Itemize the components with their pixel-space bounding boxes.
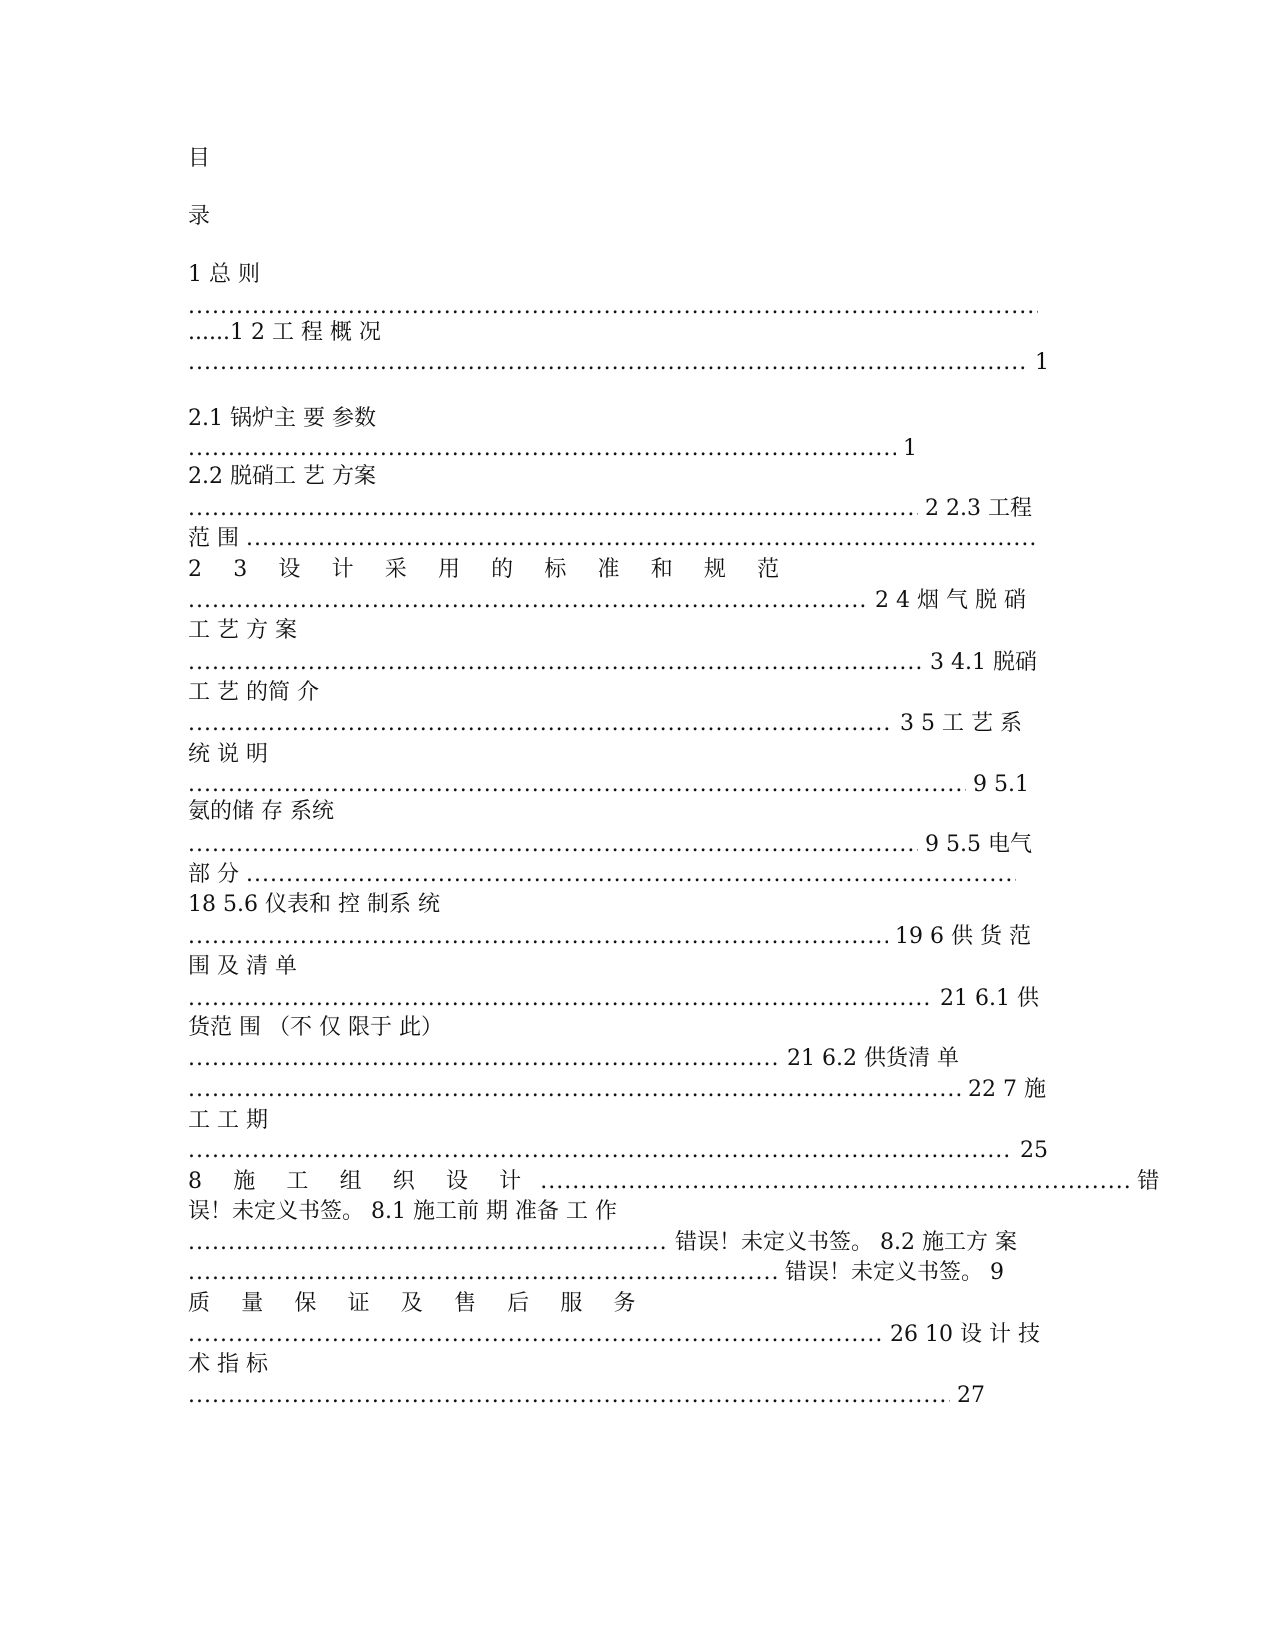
toc-entry-text: 2.1 锅炉主 要 参数 (188, 406, 376, 431)
toc-leader-line (188, 348, 1049, 378)
toc-leader-line (188, 770, 1029, 800)
toc-entry-text: 1 总 则 (188, 262, 260, 287)
toc-entry-text: 工 工 期 (188, 1108, 268, 1133)
toc-page-number: 21 6.2 供货清 单 (787, 1046, 959, 1071)
toc-entry-text: 围 及 清 单 (188, 954, 297, 979)
toc-leader-line (188, 1320, 1040, 1350)
toc-entry-text: 8 施 工 组 织 设 计 ..... 错 (188, 1167, 1159, 1197)
toc-page-number: 2 2.3 工程 (925, 496, 1032, 521)
toc-entry-text: 18 5.6 仪表和 控 制系 统 (188, 892, 440, 917)
toc-heading-char-2: 录 (188, 204, 211, 229)
toc-page-number: 9 5.1 (973, 772, 1029, 797)
toc-leader-line (188, 1136, 1048, 1166)
toc-leader-line (188, 709, 1022, 739)
toc-leader-line (188, 1381, 985, 1411)
toc-entry-text: 质 量 保 证 及 售 后 服 务 (188, 1291, 648, 1316)
toc-entry-text: 工 艺 的简 介 (188, 680, 319, 705)
toc-heading-char-1: 目 (188, 146, 211, 171)
toc-page-number: 1 (1035, 350, 1049, 375)
toc-leader-line (188, 648, 1037, 678)
toc-entry-text: 2.2 脱硝工 艺 方案 (188, 464, 376, 489)
toc-page-number: 3 4.1 脱硝 (930, 650, 1037, 675)
toc-page-number: 3 5 工 艺 系 (900, 711, 1022, 736)
toc-page-number: 21 6.1 供 (940, 986, 1039, 1011)
toc-leader-line (188, 1044, 959, 1074)
toc-entry-text: 氨的储 存 系统 (188, 799, 334, 824)
toc-leader-line (188, 984, 1039, 1014)
toc-page-number: 9 5.5 电气 (925, 832, 1032, 857)
toc-page-number: 22 7 施 (968, 1077, 1046, 1102)
toc-entry-text: 误！未定义书签。 8.1 施工前 期 准备 工 作 (188, 1199, 617, 1224)
toc-page-number: 26 10 设 计 技 (890, 1322, 1040, 1347)
toc-entry-text: 统 说 明 (188, 742, 268, 767)
toc-leader-line: ..... 错误！未定义书签。 9 (188, 1258, 1004, 1288)
toc-entry-text: 工 艺 方 案 (188, 618, 297, 643)
toc-entry-text: 范 围 ..... (188, 524, 1036, 554)
toc-page-number: 19 6 供 货 范 (895, 924, 1031, 949)
toc-page-number: 25 (1020, 1138, 1048, 1163)
toc-leader-line (188, 494, 1032, 524)
toc-leader-line (188, 586, 1026, 616)
toc-page-number: 27 (957, 1383, 985, 1408)
toc-entry-text: ......1 2 工 程 概 况 (188, 320, 381, 345)
toc-leader-line (188, 434, 917, 464)
toc-leader-line (188, 922, 1031, 952)
toc-leader-line: ..... 错误！未定义书签。 8.2 施工方 案 (188, 1228, 1017, 1258)
toc-entry-text: 货范 围 （不 仅 限于 此） (188, 1015, 443, 1040)
toc-leader-line (188, 1075, 1046, 1105)
toc-leader-line (188, 830, 1032, 860)
toc-page-number: 1 (903, 436, 917, 461)
toc-page-number: 2 4 烟 气 脱 硝 (875, 588, 1026, 613)
toc-entry-text: 2 3 设 计 采 用 的 标 准 和 规 范 (188, 557, 792, 582)
toc-entry-text: 部 分 ..... (188, 860, 1016, 890)
toc-entry-text: 术 指 标 (188, 1352, 268, 1377)
